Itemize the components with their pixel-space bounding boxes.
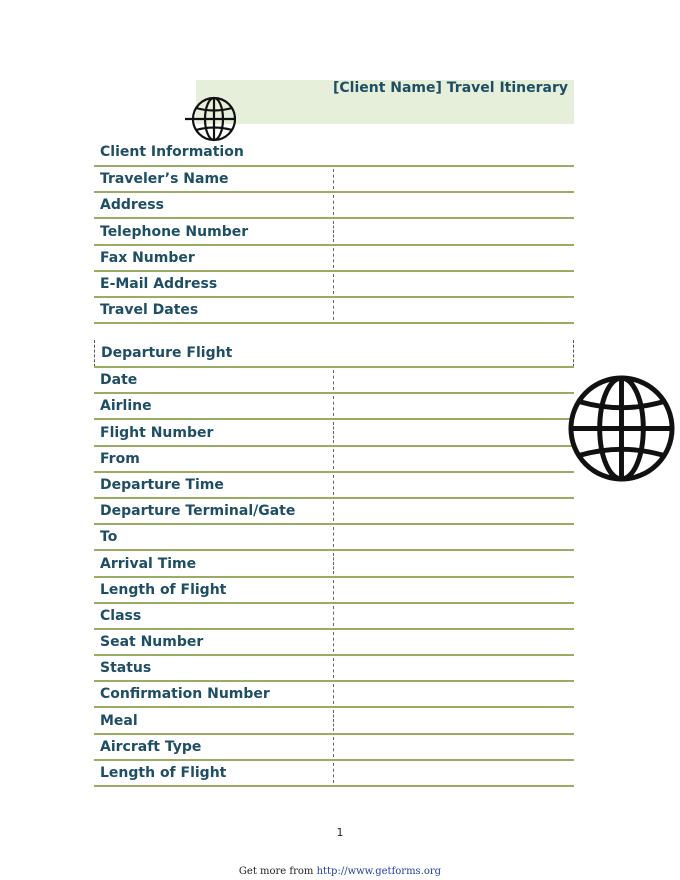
form-row	[94, 298, 574, 324]
field-value[interactable]	[333, 396, 574, 416]
field-label: Status	[100, 660, 152, 677]
form-row	[94, 219, 574, 245]
field-label: Fax Number	[100, 249, 195, 266]
form-row	[94, 578, 574, 604]
form-row	[94, 551, 574, 577]
field-value[interactable]	[333, 632, 574, 652]
field-value[interactable]	[333, 195, 574, 215]
form-row	[94, 735, 574, 761]
field-value[interactable]	[333, 248, 574, 268]
form-row	[94, 167, 574, 193]
field-value[interactable]	[333, 763, 574, 783]
field-label: Telephone Number	[100, 223, 249, 240]
form-row	[94, 499, 574, 525]
form-row	[94, 604, 574, 630]
field-value[interactable]	[333, 370, 574, 390]
field-value[interactable]	[333, 274, 574, 294]
form-row	[94, 447, 574, 473]
field-label: Flight Number	[100, 424, 214, 441]
field-label: Length of Flight	[100, 581, 227, 598]
field-value[interactable]	[333, 658, 574, 678]
field-label: Address	[100, 197, 164, 214]
form-row	[94, 761, 574, 787]
field-label: Departure Time	[100, 476, 224, 493]
globe-icon	[184, 93, 236, 145]
field-value[interactable]	[333, 449, 574, 469]
footer-link[interactable]: http://www.getforms.org	[316, 866, 442, 877]
field-value[interactable]	[333, 580, 574, 600]
form-row	[94, 682, 574, 708]
field-value[interactable]	[333, 300, 574, 320]
field-label: Travel Dates	[100, 302, 199, 319]
field-value[interactable]	[333, 553, 574, 573]
footer	[0, 866, 680, 877]
form-row	[94, 394, 574, 420]
field-label: E-Mail Address	[100, 275, 218, 292]
field-label: Aircraft Type	[100, 738, 202, 755]
field-label: Length of Flight	[100, 765, 227, 781]
page-title: [Client Name] Travel Itinerary	[332, 80, 568, 96]
field-label: Arrival Time	[100, 555, 197, 572]
field-value[interactable]	[333, 527, 574, 547]
field-value[interactable]	[333, 737, 574, 757]
form-row	[94, 368, 574, 394]
form-row	[94, 193, 574, 219]
field-label: Airline	[100, 398, 152, 415]
field-label: Meal	[100, 712, 138, 729]
page-number: 1	[336, 826, 344, 839]
field-label: Traveler’s Name	[100, 171, 229, 188]
client-section-title: Client Information	[100, 144, 244, 160]
field-value[interactable]	[333, 422, 574, 442]
field-label: From	[100, 450, 140, 467]
globe-icon	[567, 374, 676, 483]
footer-prefix: Get more from	[238, 866, 317, 877]
field-label: Departure Terminal/Gate	[100, 503, 296, 520]
title-banner	[196, 80, 574, 124]
field-value[interactable]	[333, 606, 574, 626]
form-row	[94, 525, 574, 551]
field-value[interactable]	[333, 684, 574, 704]
client-info-table	[94, 167, 574, 324]
field-label: Seat Number	[100, 634, 204, 651]
field-value[interactable]	[333, 169, 574, 189]
flight-section-title: Departure Flight	[101, 345, 233, 361]
form-row	[94, 656, 574, 682]
field-label: Class	[100, 607, 142, 624]
form-row	[94, 708, 574, 734]
field-label: To	[100, 529, 118, 546]
field-label: Confirmation Number	[100, 686, 270, 703]
form-row	[94, 473, 574, 499]
departure-flight-table	[94, 368, 574, 787]
flight-section-heading	[94, 340, 574, 367]
form-row	[94, 630, 574, 656]
field-value[interactable]	[333, 221, 574, 241]
form-row	[94, 272, 574, 298]
form-row	[94, 246, 574, 272]
field-label: Date	[100, 372, 138, 389]
client-section-heading	[94, 144, 574, 166]
form-row	[94, 420, 574, 446]
field-value[interactable]	[333, 501, 574, 521]
field-value[interactable]	[333, 475, 574, 495]
field-value[interactable]	[333, 710, 574, 730]
